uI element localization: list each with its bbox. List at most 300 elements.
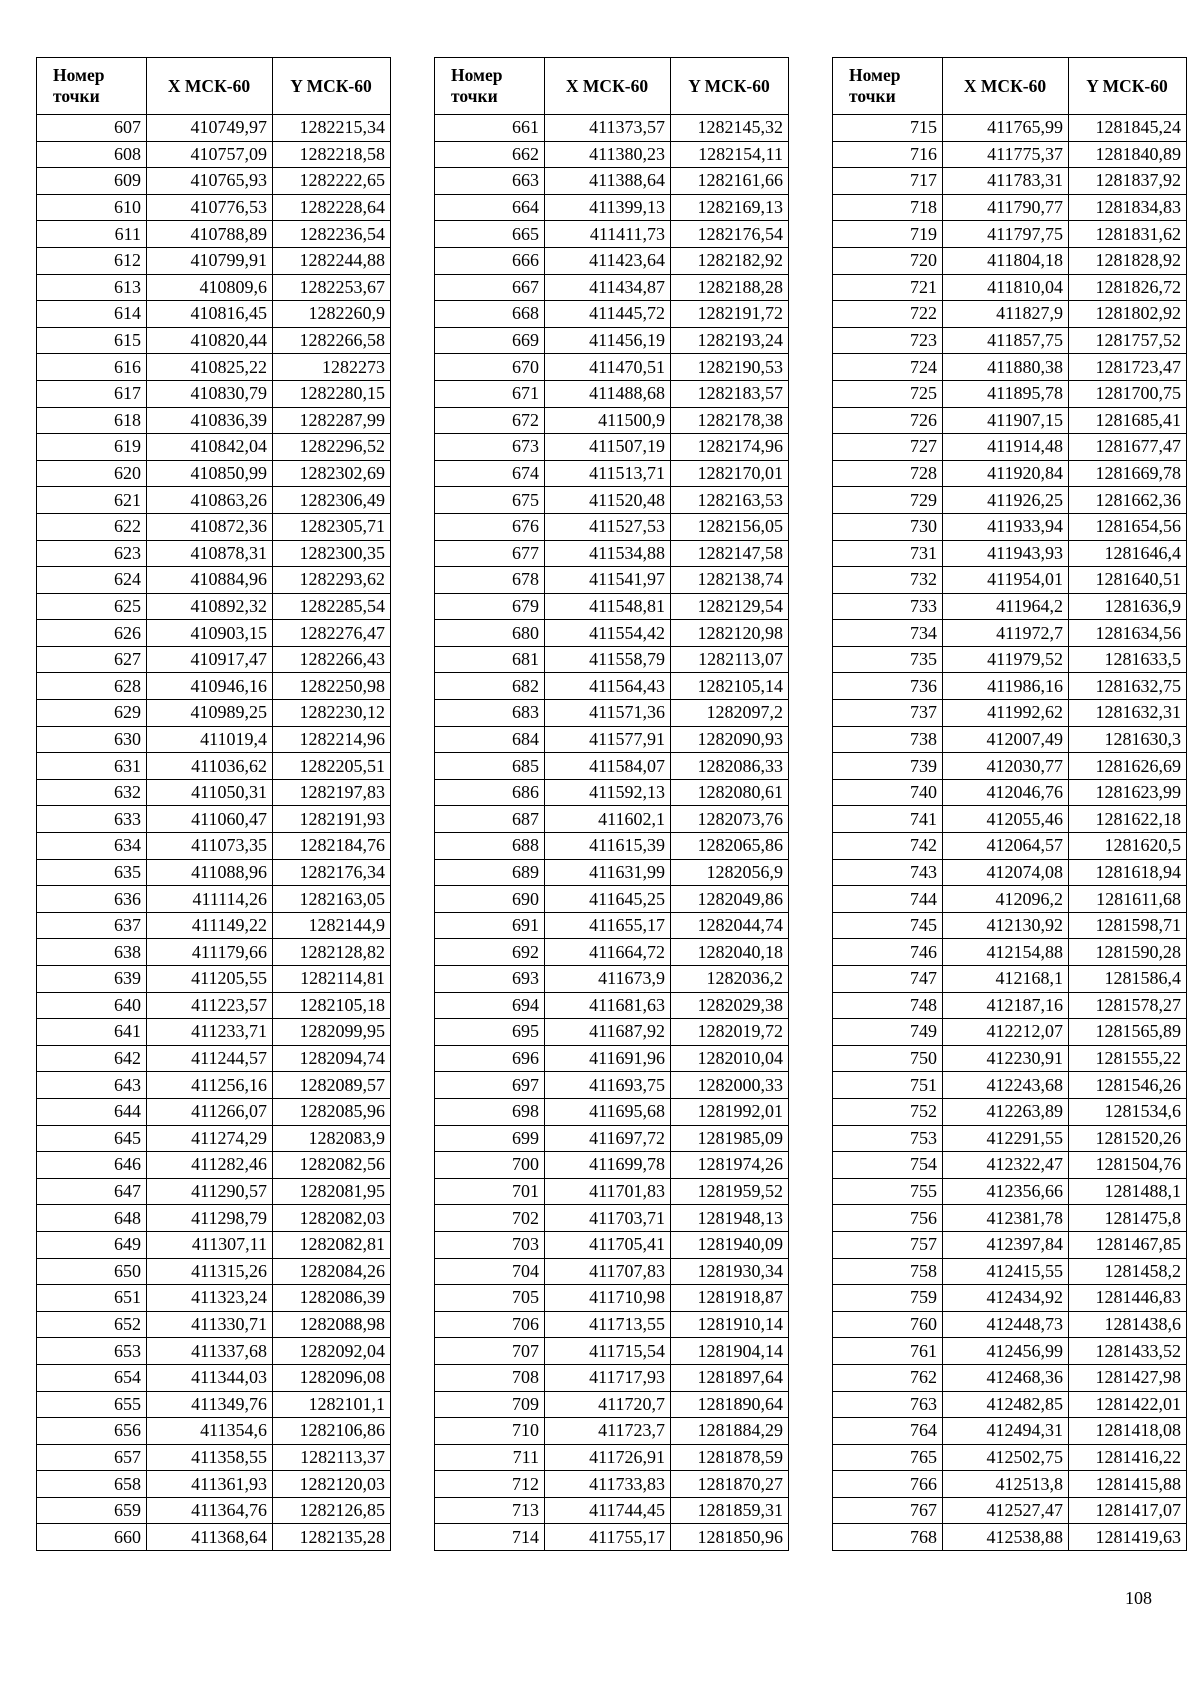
- cell-y-coordinate: 1281890,64: [671, 1391, 789, 1418]
- table-row: [435, 567, 789, 594]
- table-row: [435, 1125, 789, 1152]
- table-row: [435, 1231, 789, 1258]
- cell-y-coordinate: 1282113,37: [273, 1444, 391, 1471]
- cell-x-coordinate: 410989,25: [147, 700, 273, 727]
- cell-point-number: 659: [37, 1497, 147, 1524]
- cell-x-coordinate: 411699,78: [545, 1152, 671, 1179]
- cell-x-coordinate: 410809,6: [147, 274, 273, 301]
- cell-y-coordinate: 1282205,51: [273, 753, 391, 780]
- cell-point-number: 708: [435, 1364, 545, 1391]
- table-row: [37, 886, 391, 913]
- cell-x-coordinate: 410872,36: [147, 513, 273, 540]
- table-row: [37, 1258, 391, 1285]
- cell-x-coordinate: 411972,7: [943, 620, 1069, 647]
- cell-x-coordinate: 411726,91: [545, 1444, 671, 1471]
- cell-x-coordinate: 410757,09: [147, 141, 273, 168]
- cell-y-coordinate: 1282147,58: [671, 540, 789, 567]
- table-row: [435, 1497, 789, 1524]
- cell-point-number: 696: [435, 1045, 545, 1072]
- cell-point-number: 759: [833, 1285, 943, 1312]
- table-row: [833, 593, 1187, 620]
- cell-y-coordinate: 1282082,81: [273, 1231, 391, 1258]
- cell-y-coordinate: 1281633,5: [1069, 646, 1187, 673]
- cell-y-coordinate: 1281578,27: [1069, 992, 1187, 1019]
- cell-x-coordinate: 411810,04: [943, 274, 1069, 301]
- cell-y-coordinate: 1282218,58: [273, 141, 391, 168]
- table-row: [37, 1125, 391, 1152]
- cell-x-coordinate: 411488,68: [545, 380, 671, 407]
- cell-x-coordinate: 411765,99: [943, 115, 1069, 142]
- cell-y-coordinate: 1281622,18: [1069, 806, 1187, 833]
- cell-point-number: 765: [833, 1444, 943, 1471]
- cell-x-coordinate: 411703,71: [545, 1205, 671, 1232]
- cell-y-coordinate: 1282080,61: [671, 779, 789, 806]
- cell-point-number: 756: [833, 1205, 943, 1232]
- cell-x-coordinate: 411534,88: [545, 540, 671, 567]
- cell-x-coordinate: 411920,84: [943, 460, 1069, 487]
- cell-x-coordinate: 411713,55: [545, 1311, 671, 1338]
- table-row: [37, 966, 391, 993]
- table-row: [37, 194, 391, 221]
- cell-x-coordinate: 411344,03: [147, 1364, 273, 1391]
- cell-x-coordinate: 411179,66: [147, 939, 273, 966]
- table-row: [435, 540, 789, 567]
- table-row: [435, 1524, 789, 1551]
- cell-y-coordinate: 1282036,2: [671, 966, 789, 993]
- cell-y-coordinate: 1282228,64: [273, 194, 391, 221]
- cell-x-coordinate: 410765,93: [147, 168, 273, 195]
- cell-point-number: 757: [833, 1231, 943, 1258]
- cell-x-coordinate: 411723,7: [545, 1418, 671, 1445]
- cell-point-number: 713: [435, 1497, 545, 1524]
- cell-point-number: 660: [37, 1524, 147, 1551]
- cell-point-number: 663: [435, 168, 545, 195]
- cell-y-coordinate: 1282029,38: [671, 992, 789, 1019]
- header-row: [37, 58, 391, 115]
- cell-x-coordinate: 411554,42: [545, 620, 671, 647]
- table-row: [833, 407, 1187, 434]
- cell-point-number: 726: [833, 407, 943, 434]
- cell-point-number: 632: [37, 779, 147, 806]
- table-row: [37, 513, 391, 540]
- cell-y-coordinate: 1281850,96: [671, 1524, 789, 1551]
- cell-point-number: 658: [37, 1471, 147, 1498]
- cell-point-number: 636: [37, 886, 147, 913]
- table-row: [37, 1072, 391, 1099]
- cell-point-number: 704: [435, 1258, 545, 1285]
- cell-x-coordinate: 411307,11: [147, 1231, 273, 1258]
- cell-point-number: 629: [37, 700, 147, 727]
- cell-y-coordinate: 1281415,88: [1069, 1471, 1187, 1498]
- cell-y-coordinate: 1281446,83: [1069, 1285, 1187, 1312]
- cell-y-coordinate: 1282215,34: [273, 115, 391, 142]
- table-row: [435, 434, 789, 461]
- header-y-coordinate: Y МСК-60: [273, 58, 391, 115]
- cell-x-coordinate: 411399,13: [545, 194, 671, 221]
- cell-x-coordinate: 411783,31: [943, 168, 1069, 195]
- cell-point-number: 614: [37, 301, 147, 328]
- cell-x-coordinate: 411592,13: [545, 779, 671, 806]
- table-row: [37, 434, 391, 461]
- cell-x-coordinate: 411827,9: [943, 301, 1069, 328]
- cell-y-coordinate: 1282266,58: [273, 327, 391, 354]
- cell-point-number: 692: [435, 939, 545, 966]
- header-row: [833, 58, 1187, 115]
- cell-point-number: 752: [833, 1098, 943, 1125]
- cell-y-coordinate: 1282120,98: [671, 620, 789, 647]
- cell-point-number: 616: [37, 354, 147, 381]
- cell-point-number: 653: [37, 1338, 147, 1365]
- table-row: [37, 593, 391, 620]
- cell-point-number: 698: [435, 1098, 545, 1125]
- table-row: [435, 939, 789, 966]
- cell-y-coordinate: 1281897,64: [671, 1364, 789, 1391]
- cell-x-coordinate: 411456,19: [545, 327, 671, 354]
- table-row: [833, 301, 1187, 328]
- cell-x-coordinate: 411577,91: [545, 726, 671, 753]
- table-row: [37, 327, 391, 354]
- cell-x-coordinate: 412168,1: [943, 966, 1069, 993]
- cell-x-coordinate: 411926,25: [943, 487, 1069, 514]
- cell-point-number: 626: [37, 620, 147, 647]
- cell-x-coordinate: 411705,41: [545, 1231, 671, 1258]
- cell-point-number: 642: [37, 1045, 147, 1072]
- cell-point-number: 763: [833, 1391, 943, 1418]
- cell-x-coordinate: 411564,43: [545, 673, 671, 700]
- cell-point-number: 630: [37, 726, 147, 753]
- cell-x-coordinate: 411673,9: [545, 966, 671, 993]
- cell-x-coordinate: 411337,68: [147, 1338, 273, 1365]
- cell-y-coordinate: 1281840,89: [1069, 141, 1187, 168]
- table-row: [37, 301, 391, 328]
- cell-point-number: 714: [435, 1524, 545, 1551]
- table-row: [435, 380, 789, 407]
- table-row: [833, 1285, 1187, 1312]
- cell-x-coordinate: 411571,36: [545, 700, 671, 727]
- cell-y-coordinate: 1281418,08: [1069, 1418, 1187, 1445]
- table-row: [37, 833, 391, 860]
- table-row: [435, 194, 789, 221]
- table-row: [435, 274, 789, 301]
- cell-y-coordinate: 1281918,87: [671, 1285, 789, 1312]
- table-row: [435, 992, 789, 1019]
- cell-x-coordinate: 412434,92: [943, 1285, 1069, 1312]
- cell-x-coordinate: 411631,99: [545, 859, 671, 886]
- cell-y-coordinate: 1282280,15: [273, 380, 391, 407]
- cell-point-number: 719: [833, 221, 943, 248]
- cell-x-coordinate: 412527,47: [943, 1497, 1069, 1524]
- cell-point-number: 762: [833, 1364, 943, 1391]
- header-x-coordinate: X МСК-60: [545, 58, 671, 115]
- table-row: [833, 859, 1187, 886]
- cell-point-number: 671: [435, 380, 545, 407]
- table-row: [833, 1231, 1187, 1258]
- table-row: [435, 1098, 789, 1125]
- cell-point-number: 684: [435, 726, 545, 753]
- cell-point-number: 706: [435, 1311, 545, 1338]
- cell-y-coordinate: 1282302,69: [273, 460, 391, 487]
- cell-y-coordinate: 1281910,14: [671, 1311, 789, 1338]
- cell-y-coordinate: 1281640,51: [1069, 567, 1187, 594]
- table-row: [37, 1364, 391, 1391]
- cell-point-number: 652: [37, 1311, 147, 1338]
- cell-point-number: 732: [833, 567, 943, 594]
- cell-y-coordinate: 1282105,18: [273, 992, 391, 1019]
- cell-y-coordinate: 1281940,09: [671, 1231, 789, 1258]
- cell-y-coordinate: 1281618,94: [1069, 859, 1187, 886]
- cell-y-coordinate: 1282083,9: [273, 1125, 391, 1152]
- cell-point-number: 678: [435, 567, 545, 594]
- table-row: [833, 779, 1187, 806]
- table-row: [833, 434, 1187, 461]
- table-row: [37, 540, 391, 567]
- cell-point-number: 627: [37, 646, 147, 673]
- cell-y-coordinate: 1282176,34: [273, 859, 391, 886]
- cell-y-coordinate: 1282082,56: [273, 1152, 391, 1179]
- cell-x-coordinate: 411513,71: [545, 460, 671, 487]
- cell-y-coordinate: 1281620,5: [1069, 833, 1187, 860]
- cell-y-coordinate: 1281520,26: [1069, 1125, 1187, 1152]
- cell-y-coordinate: 1281427,98: [1069, 1364, 1187, 1391]
- table-row: [37, 1524, 391, 1551]
- cell-x-coordinate: 412055,46: [943, 806, 1069, 833]
- table-row: [833, 460, 1187, 487]
- cell-x-coordinate: 412538,88: [943, 1524, 1069, 1551]
- cell-point-number: 689: [435, 859, 545, 886]
- cell-y-coordinate: 1281948,13: [671, 1205, 789, 1232]
- cell-point-number: 748: [833, 992, 943, 1019]
- cell-y-coordinate: 1282236,54: [273, 221, 391, 248]
- table-row: [833, 1019, 1187, 1046]
- cell-point-number: 650: [37, 1258, 147, 1285]
- table-row: [833, 327, 1187, 354]
- cell-x-coordinate: 411804,18: [943, 247, 1069, 274]
- cell-y-coordinate: 1282128,82: [273, 939, 391, 966]
- cell-x-coordinate: 411507,19: [545, 434, 671, 461]
- cell-y-coordinate: 1282056,9: [671, 859, 789, 886]
- table-row: [833, 540, 1187, 567]
- cell-point-number: 607: [37, 115, 147, 142]
- cell-x-coordinate: 411290,57: [147, 1178, 273, 1205]
- table-row: [833, 1311, 1187, 1338]
- table-row: [37, 487, 391, 514]
- cell-x-coordinate: 412415,55: [943, 1258, 1069, 1285]
- header-row: [435, 58, 789, 115]
- cell-y-coordinate: 1281422,01: [1069, 1391, 1187, 1418]
- cell-y-coordinate: 1281630,3: [1069, 726, 1187, 753]
- cell-point-number: 688: [435, 833, 545, 860]
- table-row: [435, 753, 789, 780]
- cell-y-coordinate: 1282082,03: [273, 1205, 391, 1232]
- cell-point-number: 730: [833, 513, 943, 540]
- cell-x-coordinate: 410788,89: [147, 221, 273, 248]
- table-row: [37, 567, 391, 594]
- cell-x-coordinate: 411964,2: [943, 593, 1069, 620]
- cell-y-coordinate: 1282101,1: [273, 1391, 391, 1418]
- cell-y-coordinate: 1281723,47: [1069, 354, 1187, 381]
- cell-x-coordinate: 411223,57: [147, 992, 273, 1019]
- cell-point-number: 644: [37, 1098, 147, 1125]
- cell-x-coordinate: 411205,55: [147, 966, 273, 993]
- cell-point-number: 746: [833, 939, 943, 966]
- cell-x-coordinate: 411717,93: [545, 1364, 671, 1391]
- cell-x-coordinate: 411687,92: [545, 1019, 671, 1046]
- coordinate-table-3: [832, 57, 1187, 1551]
- cell-y-coordinate: 1282073,76: [671, 806, 789, 833]
- table-row: [37, 1205, 391, 1232]
- table-row: [435, 1418, 789, 1445]
- cell-x-coordinate: 411349,76: [147, 1391, 273, 1418]
- table-row: [37, 1444, 391, 1471]
- cell-point-number: 638: [37, 939, 147, 966]
- table-row: [435, 593, 789, 620]
- cell-x-coordinate: 410863,26: [147, 487, 273, 514]
- cell-y-coordinate: 1282188,28: [671, 274, 789, 301]
- cell-x-coordinate: 411615,39: [545, 833, 671, 860]
- cell-x-coordinate: 411914,48: [943, 434, 1069, 461]
- table-row: [833, 1072, 1187, 1099]
- cell-point-number: 749: [833, 1019, 943, 1046]
- cell-point-number: 672: [435, 407, 545, 434]
- cell-y-coordinate: 1282040,18: [671, 939, 789, 966]
- cell-point-number: 610: [37, 194, 147, 221]
- table-row: [435, 1178, 789, 1205]
- cell-x-coordinate: 412494,31: [943, 1418, 1069, 1445]
- table-row: [37, 115, 391, 142]
- cell-y-coordinate: 1282113,07: [671, 646, 789, 673]
- cell-y-coordinate: 1282114,81: [273, 966, 391, 993]
- cell-point-number: 657: [37, 1444, 147, 1471]
- cell-y-coordinate: 1281974,26: [671, 1152, 789, 1179]
- cell-y-coordinate: 1281930,34: [671, 1258, 789, 1285]
- cell-point-number: 617: [37, 380, 147, 407]
- cell-x-coordinate: 410884,96: [147, 567, 273, 594]
- cell-point-number: 674: [435, 460, 545, 487]
- cell-x-coordinate: 411445,72: [545, 301, 671, 328]
- cell-x-coordinate: 410776,53: [147, 194, 273, 221]
- table-row: [435, 859, 789, 886]
- cell-y-coordinate: 1282250,98: [273, 673, 391, 700]
- cell-y-coordinate: 1282191,93: [273, 806, 391, 833]
- cell-x-coordinate: 411434,87: [545, 274, 671, 301]
- table-row: [435, 912, 789, 939]
- table-row: [37, 753, 391, 780]
- cell-point-number: 709: [435, 1391, 545, 1418]
- table-row: [37, 407, 391, 434]
- cell-point-number: 664: [435, 194, 545, 221]
- cell-y-coordinate: 1282266,43: [273, 646, 391, 673]
- cell-point-number: 741: [833, 806, 943, 833]
- header-x-coordinate: X МСК-60: [943, 58, 1069, 115]
- table-row: [37, 1152, 391, 1179]
- cell-point-number: 768: [833, 1524, 943, 1551]
- cell-point-number: 668: [435, 301, 545, 328]
- cell-x-coordinate: 411797,75: [943, 221, 1069, 248]
- cell-y-coordinate: 1281654,56: [1069, 513, 1187, 540]
- cell-x-coordinate: 411701,83: [545, 1178, 671, 1205]
- cell-point-number: 613: [37, 274, 147, 301]
- cell-point-number: 718: [833, 194, 943, 221]
- table-row: [833, 939, 1187, 966]
- cell-x-coordinate: 411933,94: [943, 513, 1069, 540]
- cell-y-coordinate: 1281632,75: [1069, 673, 1187, 700]
- cell-y-coordinate: 1281416,22: [1069, 1444, 1187, 1471]
- cell-point-number: 625: [37, 593, 147, 620]
- cell-point-number: 712: [435, 1471, 545, 1498]
- cell-x-coordinate: 412482,85: [943, 1391, 1069, 1418]
- table-row: [435, 1258, 789, 1285]
- cell-y-coordinate: 1282099,95: [273, 1019, 391, 1046]
- table-row: [37, 141, 391, 168]
- table-row: [833, 1045, 1187, 1072]
- cell-x-coordinate: 411584,07: [545, 753, 671, 780]
- cell-point-number: 738: [833, 726, 943, 753]
- cell-point-number: 755: [833, 1178, 943, 1205]
- cell-point-number: 643: [37, 1072, 147, 1099]
- cell-x-coordinate: 412212,07: [943, 1019, 1069, 1046]
- cell-x-coordinate: 411907,15: [943, 407, 1069, 434]
- cell-point-number: 705: [435, 1285, 545, 1312]
- table-row: [37, 700, 391, 727]
- cell-y-coordinate: 1282000,33: [671, 1072, 789, 1099]
- table-row: [435, 1364, 789, 1391]
- cell-point-number: 639: [37, 966, 147, 993]
- cell-point-number: 754: [833, 1152, 943, 1179]
- cell-x-coordinate: 411233,71: [147, 1019, 273, 1046]
- cell-y-coordinate: 1282300,35: [273, 540, 391, 567]
- cell-x-coordinate: 412187,16: [943, 992, 1069, 1019]
- cell-y-coordinate: 1281504,76: [1069, 1152, 1187, 1179]
- cell-x-coordinate: 411548,81: [545, 593, 671, 620]
- cell-x-coordinate: 411114,26: [147, 886, 273, 913]
- table-row: [435, 1072, 789, 1099]
- table-row: [37, 274, 391, 301]
- cell-point-number: 701: [435, 1178, 545, 1205]
- cell-point-number: 681: [435, 646, 545, 673]
- cell-x-coordinate: 410842,04: [147, 434, 273, 461]
- cell-y-coordinate: 1282154,11: [671, 141, 789, 168]
- table-row: [435, 886, 789, 913]
- cell-y-coordinate: 1282081,95: [273, 1178, 391, 1205]
- cell-x-coordinate: 411368,64: [147, 1524, 273, 1551]
- cell-y-coordinate: 1282145,32: [671, 115, 789, 142]
- cell-point-number: 744: [833, 886, 943, 913]
- cell-x-coordinate: 411775,37: [943, 141, 1069, 168]
- cell-x-coordinate: 412502,75: [943, 1444, 1069, 1471]
- cell-point-number: 637: [37, 912, 147, 939]
- cell-point-number: 735: [833, 646, 943, 673]
- cell-y-coordinate: 1282089,57: [273, 1072, 391, 1099]
- cell-x-coordinate: 411470,51: [545, 354, 671, 381]
- cell-y-coordinate: 1281859,31: [671, 1497, 789, 1524]
- cell-x-coordinate: 411715,54: [545, 1338, 671, 1365]
- cell-x-coordinate: 411697,72: [545, 1125, 671, 1152]
- cell-x-coordinate: 412007,49: [943, 726, 1069, 753]
- table-row: [833, 1471, 1187, 1498]
- cell-y-coordinate: 1281433,52: [1069, 1338, 1187, 1365]
- cell-point-number: 690: [435, 886, 545, 913]
- header-x-coordinate: X МСК-60: [147, 58, 273, 115]
- cell-point-number: 618: [37, 407, 147, 434]
- table-row: [435, 1471, 789, 1498]
- cell-x-coordinate: 411282,46: [147, 1152, 273, 1179]
- cell-y-coordinate: 1281870,27: [671, 1471, 789, 1498]
- table-row: [37, 1178, 391, 1205]
- cell-x-coordinate: 410825,22: [147, 354, 273, 381]
- table-row: [833, 1205, 1187, 1232]
- cell-point-number: 624: [37, 567, 147, 594]
- cell-y-coordinate: 1281662,36: [1069, 487, 1187, 514]
